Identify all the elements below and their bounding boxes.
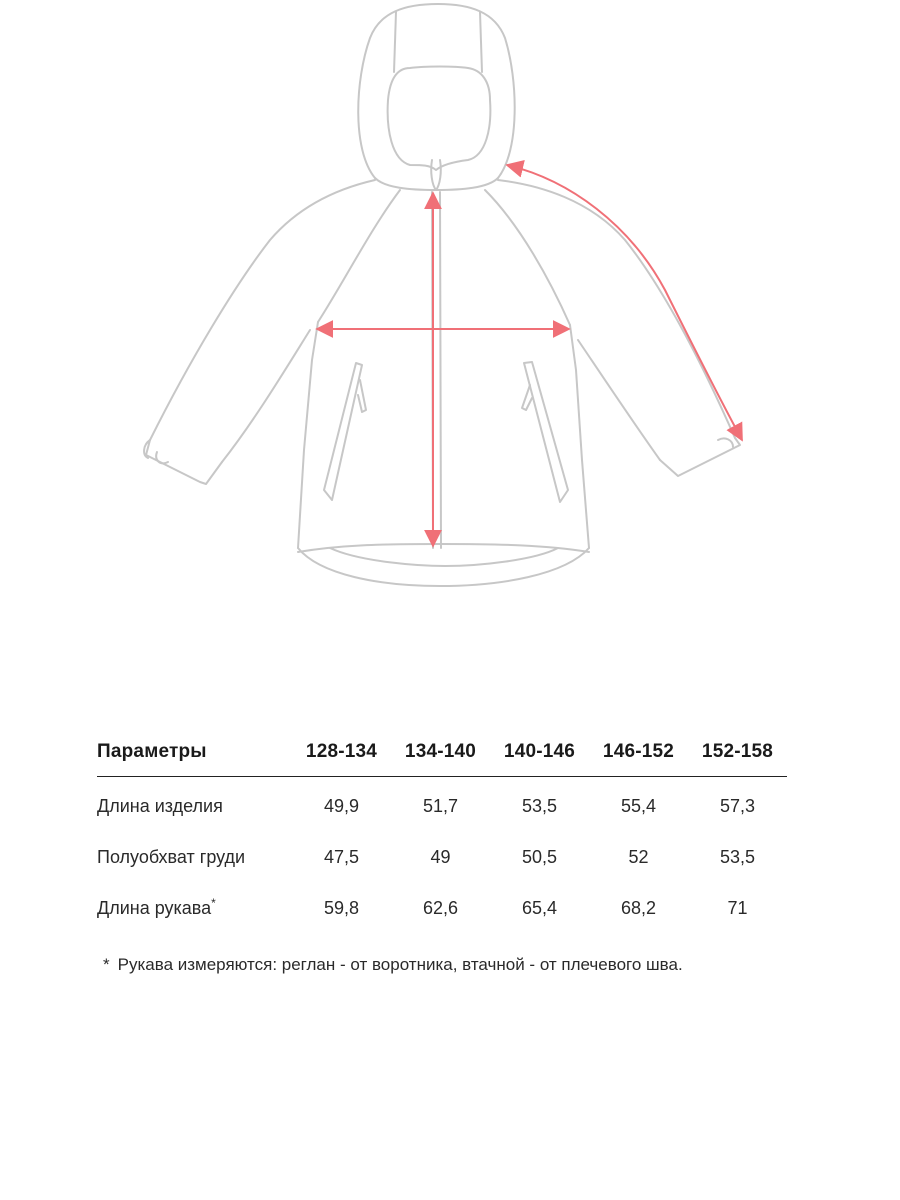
size-header: 128-134 xyxy=(292,728,391,777)
footnote-text: Рукава измеряются: реглан - от воротника, втачной - от плечевого шва. xyxy=(117,955,683,974)
table-cell: 52 xyxy=(628,847,649,867)
row-label-text: Длина рукава xyxy=(97,898,212,918)
row-label xyxy=(97,832,292,883)
table-header-row xyxy=(97,728,787,777)
table-cell: 55,4 xyxy=(620,796,657,816)
table-row xyxy=(97,777,787,833)
param-header: Параметры xyxy=(97,728,292,777)
table-cell: 53,5 xyxy=(719,847,756,867)
row-label-text: Полуобхват груди xyxy=(97,847,246,867)
table-cell: 68,2 xyxy=(620,898,657,918)
table-cell: 50,5 xyxy=(521,847,558,867)
table-cell: 51,7 xyxy=(422,796,459,816)
size-header: 146-152 xyxy=(589,728,688,777)
table-cell: 53,5 xyxy=(521,796,558,816)
footnote-marker: * xyxy=(211,896,216,910)
table-cell: 47,5 xyxy=(323,847,360,867)
size-table xyxy=(97,728,787,934)
table-cell: 62,6 xyxy=(422,898,459,918)
table-row xyxy=(97,832,787,883)
table-cell: 49,9 xyxy=(323,796,360,816)
footnote-star: * xyxy=(103,955,110,974)
table-cell: 49 xyxy=(430,847,451,867)
size-header: 134-140 xyxy=(391,728,490,777)
table-cell: 71 xyxy=(727,898,748,918)
table-cell: 57,3 xyxy=(719,796,756,816)
row-label xyxy=(97,777,292,833)
size-header: 152-158 xyxy=(688,728,787,777)
size-header: 140-146 xyxy=(490,728,589,777)
table-cell: 59,8 xyxy=(323,898,360,918)
table-cell: 65,4 xyxy=(521,898,558,918)
jacket-outline xyxy=(144,4,740,586)
footnote xyxy=(103,955,683,975)
row-label-text: Длина изделия xyxy=(97,796,223,816)
measurement-arrows xyxy=(317,165,742,546)
row-label xyxy=(97,883,292,934)
table-row xyxy=(97,883,787,934)
